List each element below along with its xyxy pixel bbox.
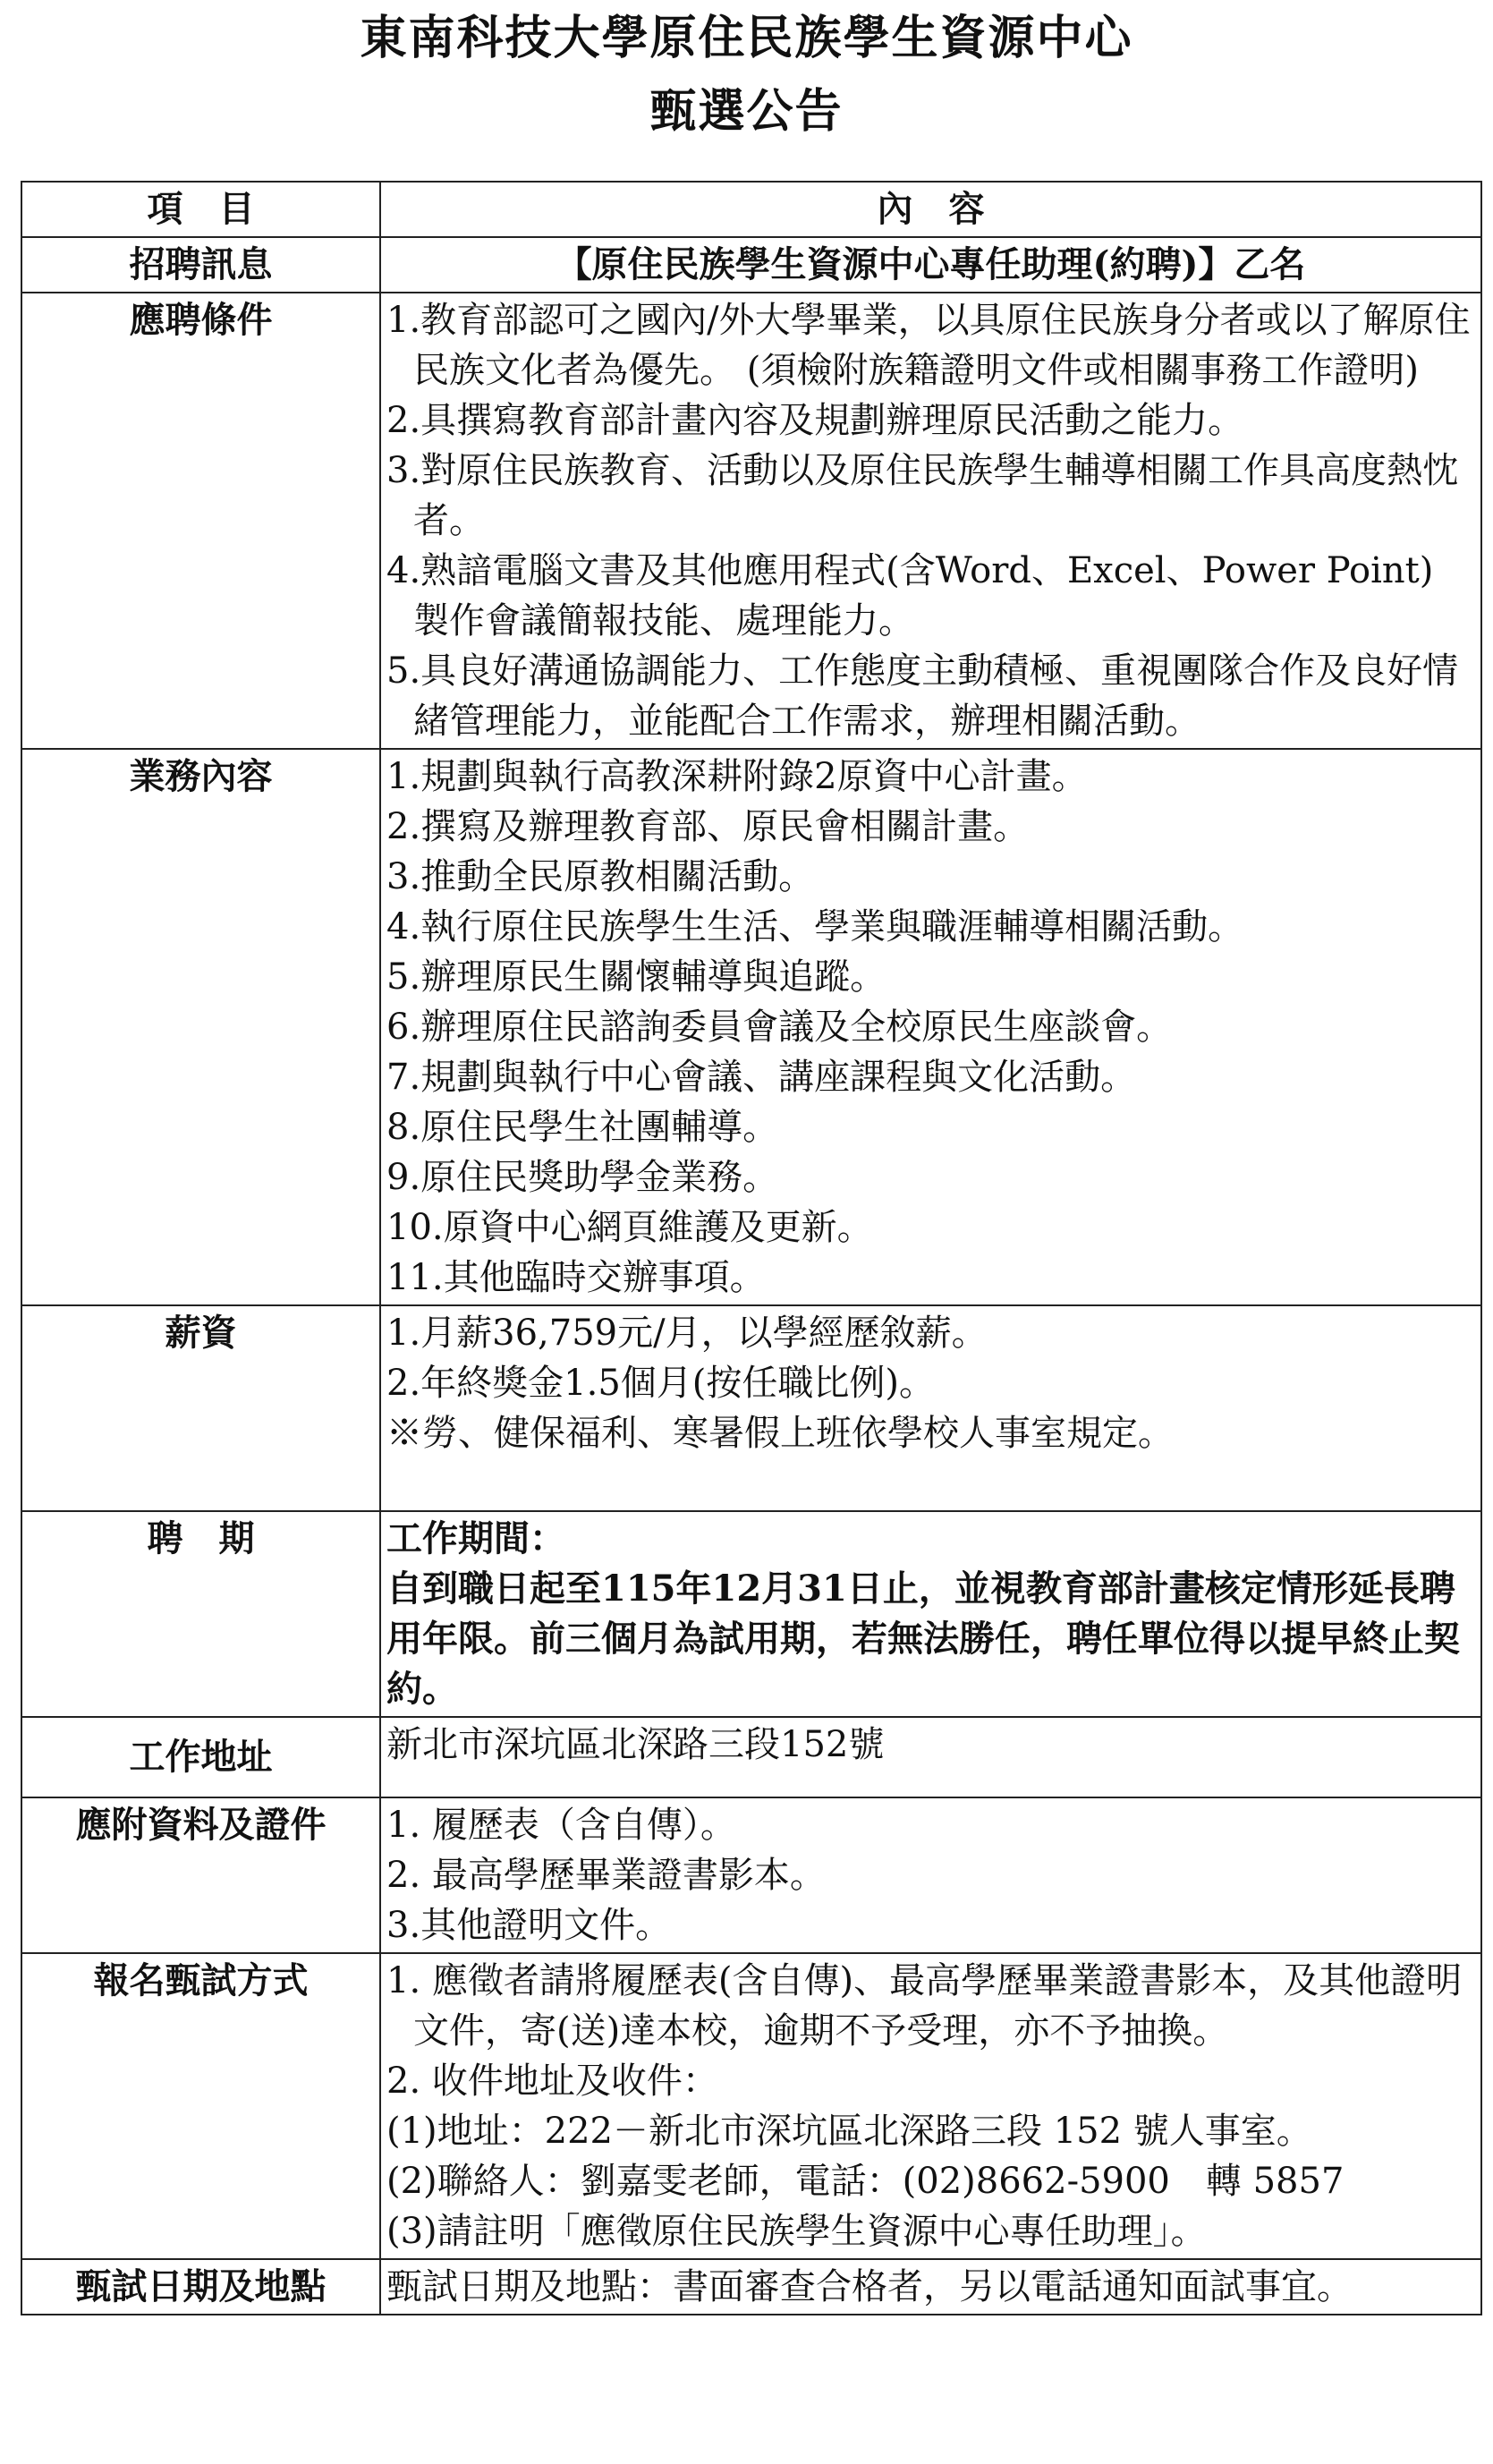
list-item: 1.月薪36,759元/月，以學經歷敘薪。	[386, 1313, 988, 1354]
row-label: 薪資	[21, 1305, 380, 1511]
table-header-row	[21, 182, 1481, 237]
list-item: 2. 最高學歷畢業證書影本。	[386, 1855, 826, 1896]
announcement-table	[21, 181, 1482, 2315]
list-item: 10.原資中心網頁維護及更新。	[386, 1207, 873, 1248]
list-item: 2.具撰寫教育部計畫內容及規劃辦理原民活動之能力。	[386, 400, 1244, 441]
list-item: 4.熟諳電腦文書及其他應用程式(含Word、Excel、Power Point) 製作會議簡報技能、處理能力。	[386, 550, 1434, 641]
list-item: 11.其他臨時交辦事項。	[386, 1257, 766, 1298]
row-content: 甄試日期及地點：書面審查合格者，另以電話通知面試事宜。	[380, 2259, 1481, 2315]
header-item: 項 目	[21, 182, 380, 237]
table-row-application-method	[21, 1953, 1481, 2259]
row-content: 【原住民族學生資源中心專任助理(約聘)】乙名	[380, 237, 1481, 293]
row-label: 報名甄試方式	[21, 1953, 380, 2259]
list-item: 3.對原住民族教育、活動以及原住民族學生輔導相關工作具高度熱忱者。	[386, 450, 1459, 541]
list-item: (3)請註明「應徵原住民族學生資源中心專任助理」。	[386, 2211, 1207, 2252]
list-item: 1.規劃與執行高教深耕附錄2原資中心計畫。	[386, 756, 1088, 797]
list-item: (2)聯絡人：劉嘉雯老師，電話：(02)8662-5900 轉 5857	[386, 2161, 1345, 2202]
list-item: 6.辦理原住民諮詢委員會議及全校原民生座談會。	[386, 1007, 1173, 1048]
list-item: 8.原住民學生社團輔導。	[386, 1107, 779, 1148]
table-row-salary	[21, 1305, 1481, 1511]
table-row-qualifications	[21, 293, 1481, 749]
announcement-title-block	[0, 0, 1493, 143]
list-item: 4.執行原住民族學生生活、學業與職涯輔導相關活動。	[386, 906, 1244, 947]
list-item: 1. 履歷表（含自傳）。	[386, 1805, 736, 1846]
row-label: 工作地址	[21, 1717, 380, 1797]
table-row-required-documents	[21, 1797, 1481, 1953]
row-content	[380, 1953, 1481, 2259]
list-item: 1. 應徵者請將履歷表(含自傳)、最高學歷畢業證書影本，及其他證明文件，寄(送)達本校，逾期不予受理，亦不予抽換。	[386, 1960, 1463, 2052]
list-item: 3.其他證明文件。	[386, 1905, 672, 1946]
list-item: (1)地址：222－新北市深坑區北深路三段 152 號人事室。	[386, 2111, 1312, 2152]
row-label: 業務內容	[21, 749, 380, 1305]
table-row-exam-date-location	[21, 2259, 1481, 2315]
row-content	[380, 749, 1481, 1305]
row-label: 應聘條件	[21, 293, 380, 749]
list-item: 5.具良好溝通協調能力、工作態度主動積極、重視團隊合作及良好情緒管理能力，並能配合工作需求，辦理相關活動。	[386, 650, 1459, 742]
row-label: 甄試日期及地點	[21, 2259, 380, 2315]
list-item: 自到職日起至115年12月31日止，並視教育部計畫核定情形延長聘用年限。前三個月為試用期，若無法勝任，聘任單位得以提早終止契約。	[386, 1568, 1460, 1710]
table-row-work-address	[21, 1717, 1481, 1797]
list-item: 2.年終獎金1.5個月(按任職比例)。	[386, 1363, 935, 1404]
table-row-employment-period	[21, 1511, 1481, 1717]
list-item: ※勞、健保福利、寒暑假上班依學校人事室規定。	[386, 1413, 1174, 1454]
row-content	[380, 1305, 1481, 1511]
table-row-duties	[21, 749, 1481, 1305]
row-label: 聘 期	[21, 1511, 380, 1717]
list-item: 7.規劃與執行中心會議、講座課程與文化活動。	[386, 1057, 1137, 1098]
address-text: 新北市深坑區北深路三段152號	[386, 1724, 885, 1765]
blank-line	[386, 1458, 1475, 1508]
row-content	[380, 1717, 1481, 1797]
list-item: 9.原住民獎助學金業務。	[386, 1157, 779, 1198]
list-item: 工作期間：	[386, 1517, 565, 1559]
document-subtitle: 甄選公告	[649, 84, 844, 139]
row-content	[380, 1511, 1481, 1717]
header-content: 內 容	[380, 182, 1481, 237]
row-content	[380, 1797, 1481, 1953]
list-item: 1.教育部認可之國內/外大學畢業，以具原住民族身分者或以了解原住民族文化者為優先。 (須檢附族籍證明文件或相關事務工作證明)	[386, 300, 1471, 391]
list-item: 5.辦理原民生關懷輔導與追蹤。	[386, 956, 886, 998]
row-label: 招聘訊息	[21, 237, 380, 293]
list-item: 2.撰寫及辦理教育部、原民會相關計畫。	[386, 806, 1030, 847]
row-label: 應附資料及證件	[21, 1797, 380, 1953]
row-content	[380, 293, 1481, 749]
list-item: 3.推動全民原教相關活動。	[386, 856, 815, 897]
table-row-job-info	[21, 237, 1481, 293]
list-item: 2. 收件地址及收件：	[386, 2060, 718, 2102]
document-title: 東南科技大學原住民族學生資源中心	[360, 11, 1133, 65]
